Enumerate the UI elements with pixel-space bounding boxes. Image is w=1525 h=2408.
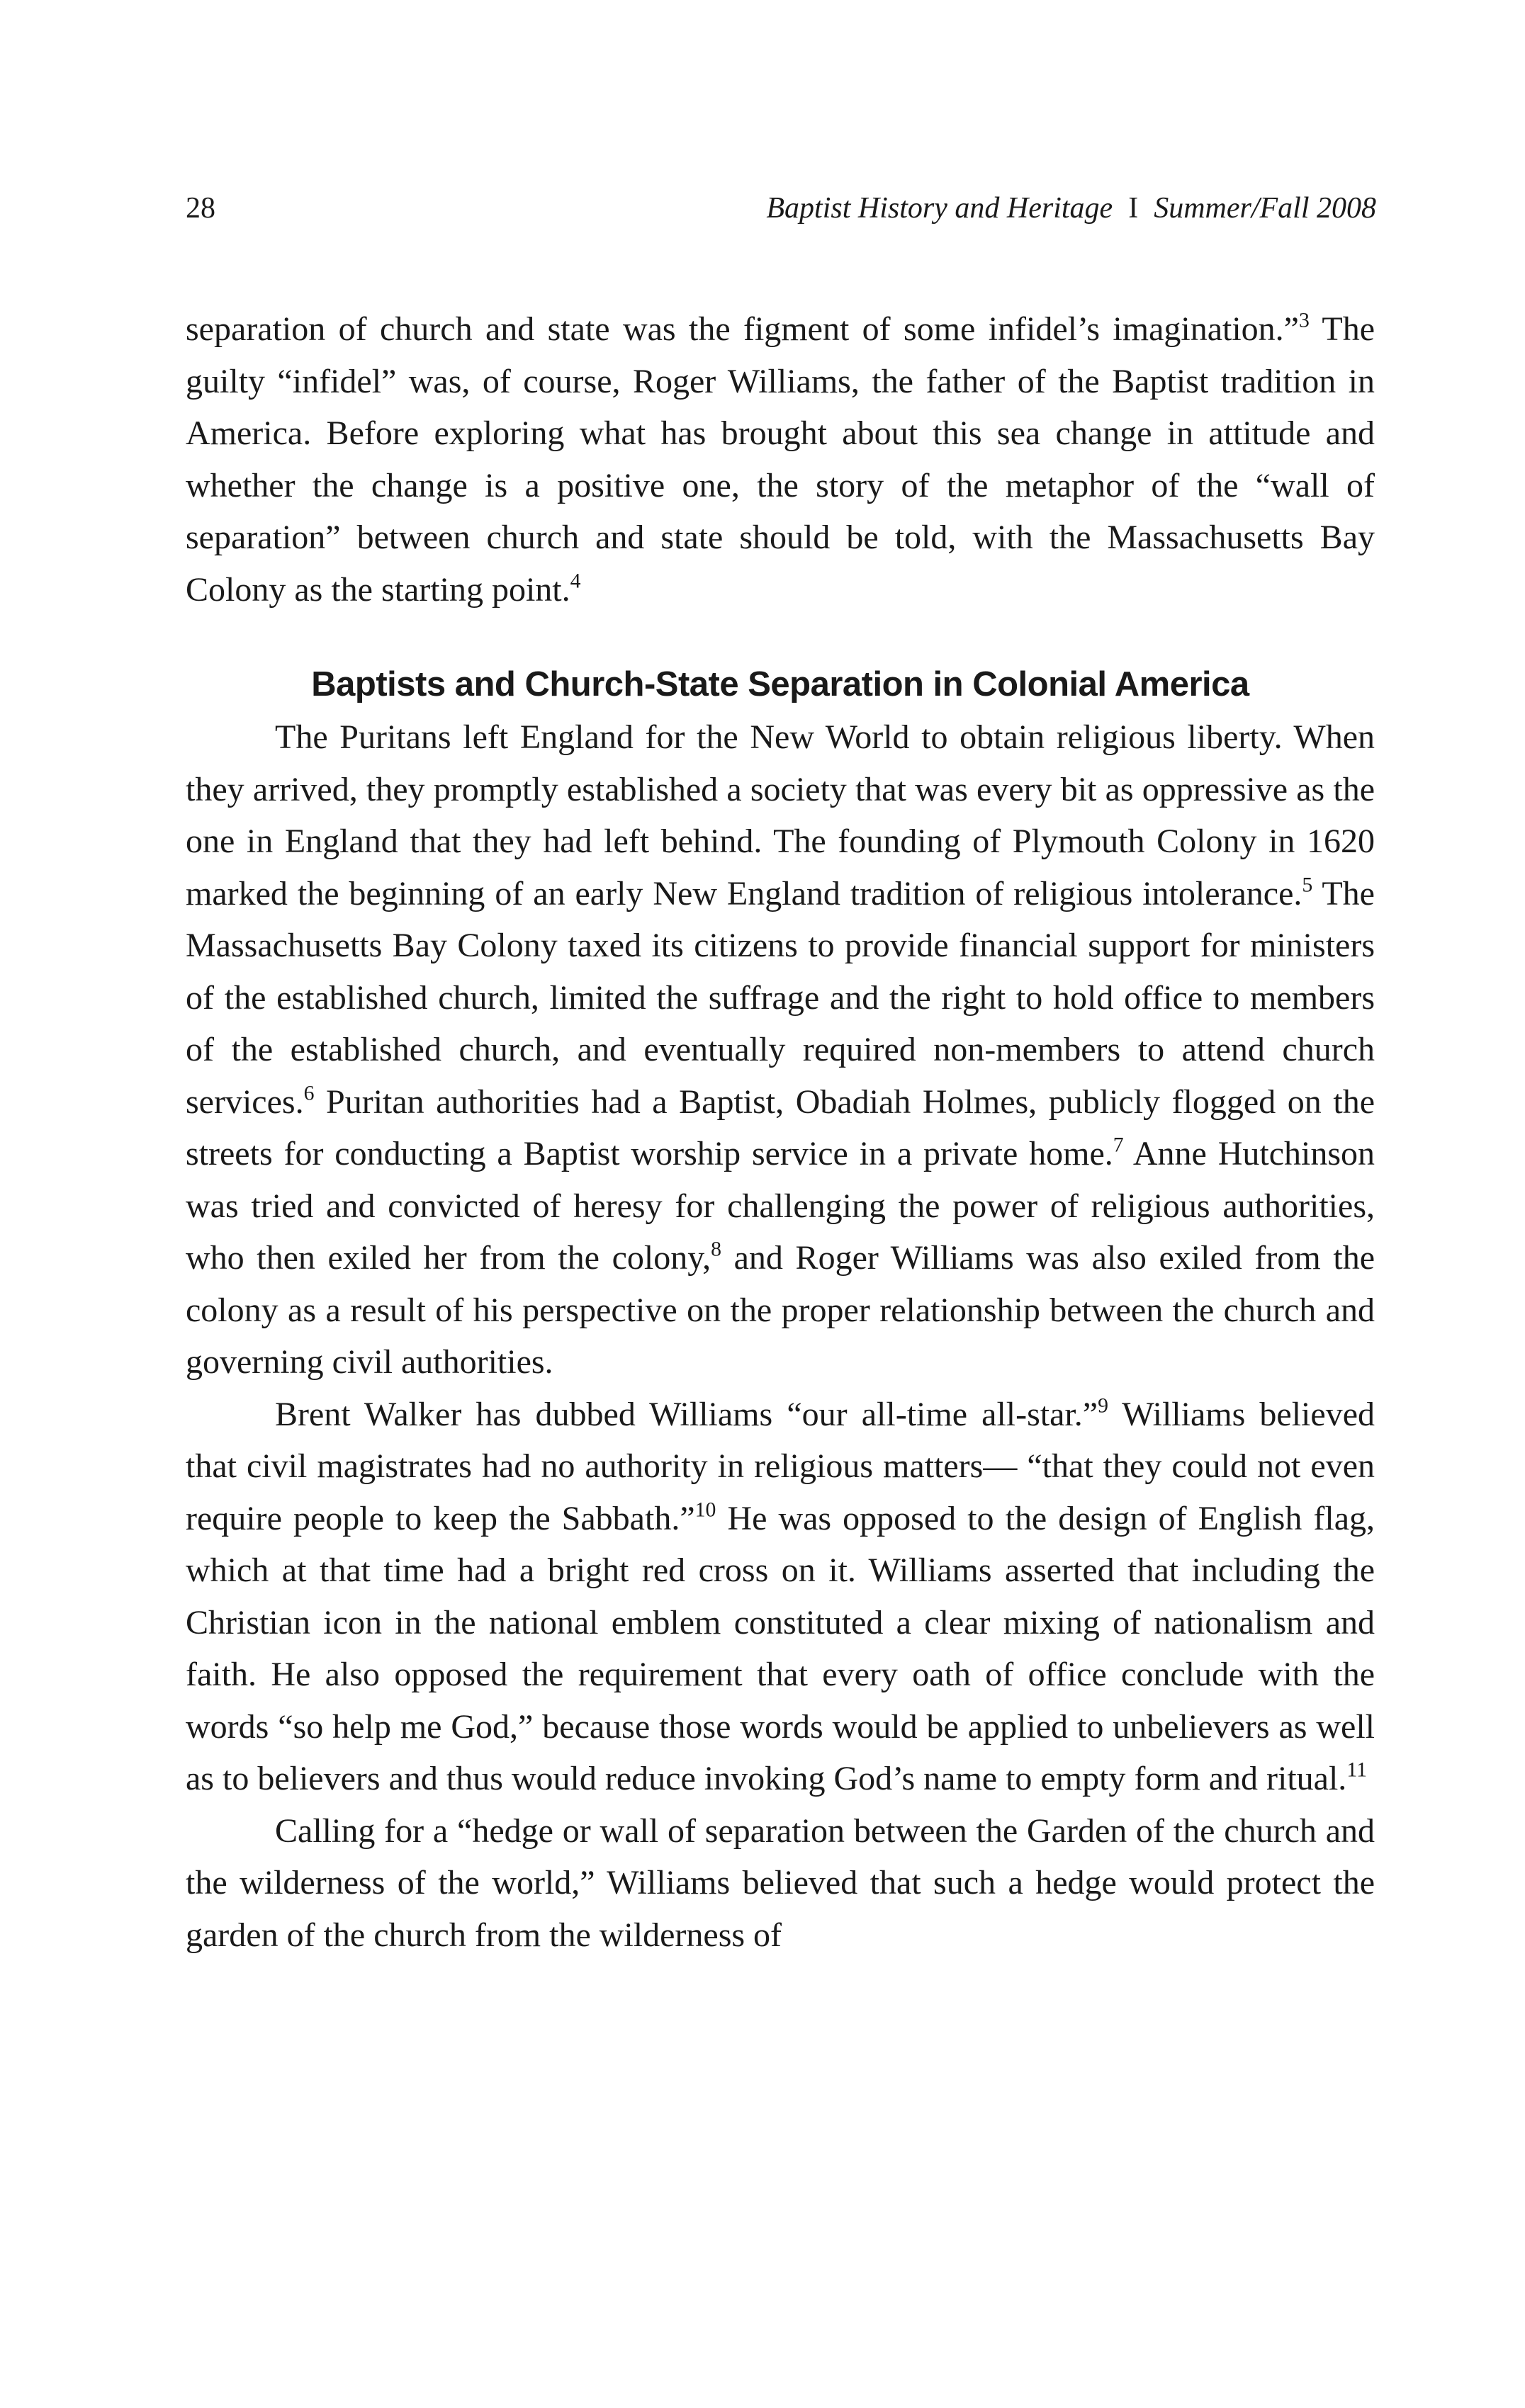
footnote-ref-10: 10 xyxy=(694,1498,716,1522)
paragraph-4 xyxy=(186,1805,1375,1962)
journal-info xyxy=(766,191,1376,225)
section-heading: Baptists and Church-State Separation in Colonial America xyxy=(311,665,1249,703)
paragraph-text: Anne Hutchinson was tried and convicted of heresy for challenging the power of religious authorities, who then exiled her from the colony, xyxy=(186,1135,1375,1277)
paragraph-text: He was opposed to the design of English flag, which at that time had a bright red cross on it. Williams asserted that including the Christian icon in the national emblem constituted a clear mixing of nationalism and faith. He also opposed the requirement that every oath of office conclude with the words “so help me God,” because those words would be applied to unbelievers as well as to believers and thus would reduce invoking God’s name to empty form and ritual. xyxy=(186,1499,1375,1797)
paragraph-text: separation of church and state was the figment of some infidel’s imagination.” xyxy=(186,310,1299,348)
paragraph-2 xyxy=(186,711,1375,1389)
paragraph-text: Puritan authorities had a Baptist, Obadiah Holmes, publicly flogged on the streets for conducting a Baptist worship service in a private home. xyxy=(186,1083,1375,1172)
footnote-ref-8: 8 xyxy=(711,1237,721,1261)
running-head xyxy=(186,191,1376,241)
header-separator: I xyxy=(1128,192,1139,225)
paragraph-1 xyxy=(186,303,1375,616)
footnote-ref-7: 7 xyxy=(1113,1133,1124,1157)
paragraph-text: and Roger Williams was also exiled from the colony as a result of his perspective on the proper relationship between the church and governing civil authorities. xyxy=(186,1239,1375,1381)
footnote-ref-5: 5 xyxy=(1302,873,1313,897)
page-number: 28 xyxy=(186,192,215,225)
paragraph-text: The Massachusetts Bay Colony taxed its citizens to provide financial support for ministers of the established church, limited the suffrage and the right to hold office to members of the established church, and eventually required non-members to attend church services. xyxy=(186,874,1375,1121)
footnote-ref-11: 11 xyxy=(1346,1758,1367,1782)
paragraph-text: The guilty “infidel” was, of course, Roger Williams, the father of the Baptist tradition in America. Before exploring what has brought about this sea change in attitude and whether the change is a positive one, the story of the metaphor of the “wall of separation” between church and state should be told, with the Massachusetts Bay Colony as the starting point. xyxy=(186,310,1375,609)
footnote-ref-9: 9 xyxy=(1098,1394,1108,1418)
footnote-ref-4: 4 xyxy=(570,569,581,593)
footnote-ref-3: 3 xyxy=(1299,308,1310,332)
paragraph-text: Brent Walker has dubbed Williams “our all-time all-star.” xyxy=(275,1395,1098,1433)
paragraph-text: Calling for a “hedge or wall of separation between the Garden of the church and the wilderness of the world,” Williams believed that such a hedge would protect the garden of the church from the wilderness of xyxy=(186,1811,1375,1954)
paragraph-3 xyxy=(186,1389,1375,1805)
body-text xyxy=(186,303,1375,1961)
footnote-ref-6: 6 xyxy=(303,1081,315,1105)
paragraph-text: The Puritans left England for the New World to obtain religious liberty. When they arrived, they promptly established a society that was every bit as oppressive as the one in England that they had left behind. The founding of Plymouth Colony in 1620 marked the beginning of an early New England tradition of religious intolerance. xyxy=(186,718,1375,912)
paragraph-text: Williams believed that civil magistrates had no authority in religious matters— “that they could not even require people to keep the Sabbath.” xyxy=(186,1395,1375,1537)
issue-date: Summer/Fall 2008 xyxy=(1154,192,1376,225)
journal-title: Baptist History and Heritage xyxy=(766,192,1113,225)
